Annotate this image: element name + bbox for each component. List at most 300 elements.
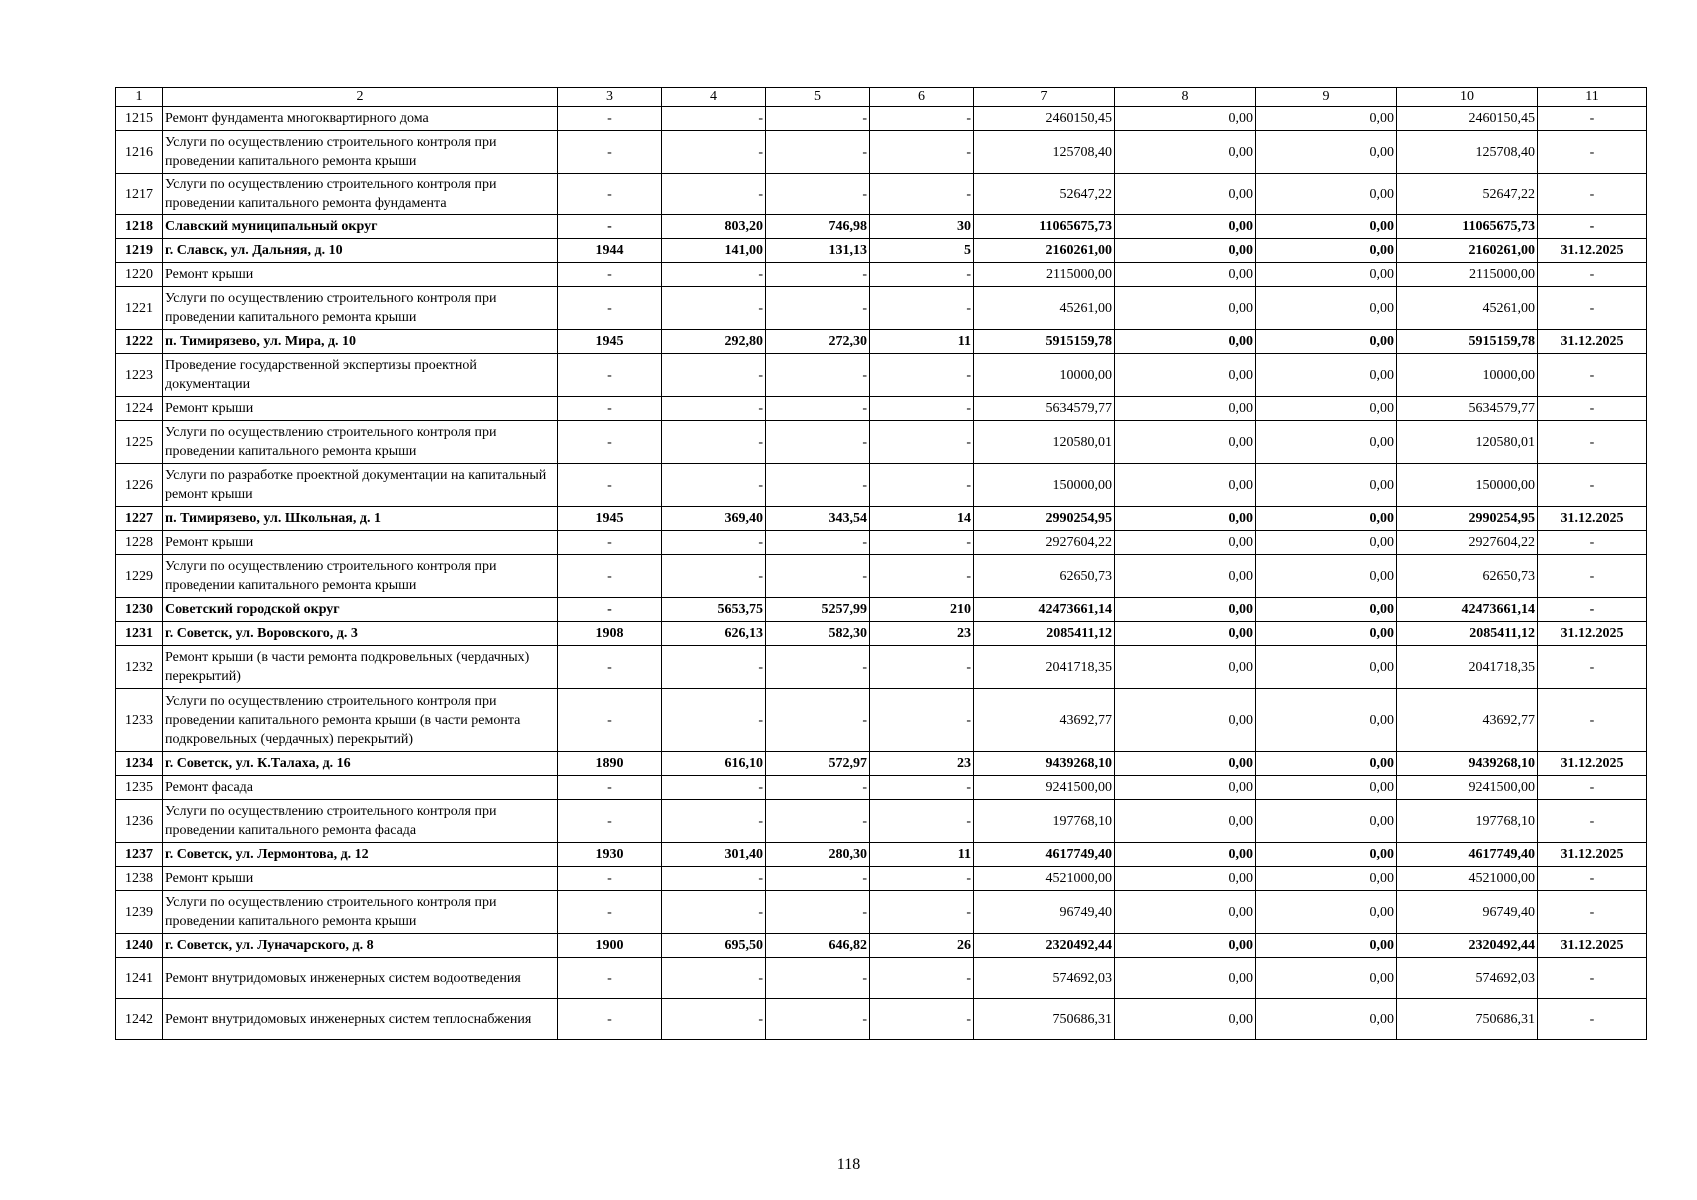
- cell-cost-owners: 574692,03: [1397, 958, 1538, 999]
- cell-cost-total: 42473661,14: [974, 598, 1115, 622]
- cell-row-number: 1228: [116, 531, 163, 555]
- cell-cost-owners: 45261,00: [1397, 287, 1538, 330]
- column-number-row: [116, 88, 1647, 107]
- cell-row-number: 1233: [116, 689, 163, 752]
- cell-year: -: [558, 646, 662, 689]
- cell-cost-owners: 125708,40: [1397, 131, 1538, 174]
- cell-area-living: -: [766, 531, 870, 555]
- cell-year: -: [558, 531, 662, 555]
- cell-area-living: 746,98: [766, 215, 870, 239]
- cell-area-living: 343,54: [766, 507, 870, 531]
- cell-cost-fund: 0,00: [1115, 174, 1256, 215]
- cell-row-number: 1235: [116, 776, 163, 800]
- cell-residents: -: [870, 421, 974, 464]
- column-number: 6: [870, 88, 974, 107]
- cell-description: г. Советск, ул. Лермонтова, д. 12: [163, 843, 558, 867]
- cell-area-total: -: [662, 107, 766, 131]
- cell-cost-fund: 0,00: [1115, 689, 1256, 752]
- cell-deadline: 31.12.2025: [1538, 622, 1647, 646]
- cell-cost-total: 43692,77: [974, 689, 1115, 752]
- cell-residents: 14: [870, 507, 974, 531]
- cell-cost-owners: 5915159,78: [1397, 330, 1538, 354]
- cell-area-living: -: [766, 689, 870, 752]
- cell-cost-owners: 9241500,00: [1397, 776, 1538, 800]
- cell-residents: -: [870, 689, 974, 752]
- column-number: 10: [1397, 88, 1538, 107]
- cell-cost-fund: 0,00: [1115, 776, 1256, 800]
- cell-area-living: -: [766, 776, 870, 800]
- table-row: [116, 397, 1647, 421]
- cell-area-total: -: [662, 354, 766, 397]
- cell-description: Услуги по осуществлению строительного контроля при проведении капитального ремонта крыши (в части ремонта подкровельных (чердачных) перекрытий): [163, 689, 558, 752]
- cell-cost-other: 0,00: [1256, 800, 1397, 843]
- cell-residents: 26: [870, 934, 974, 958]
- cell-cost-total: 45261,00: [974, 287, 1115, 330]
- cell-residents: 30: [870, 215, 974, 239]
- cell-cost-total: 52647,22: [974, 174, 1115, 215]
- cell-row-number: 1239: [116, 891, 163, 934]
- cell-description: Ремонт крыши: [163, 867, 558, 891]
- cell-cost-fund: 0,00: [1115, 263, 1256, 287]
- cell-description: Советский городской округ: [163, 598, 558, 622]
- cell-row-number: 1216: [116, 131, 163, 174]
- cell-row-number: 1215: [116, 107, 163, 131]
- cell-deadline: -: [1538, 464, 1647, 507]
- table-row: [116, 131, 1647, 174]
- cell-cost-total: 2927604,22: [974, 531, 1115, 555]
- cell-cost-fund: 0,00: [1115, 622, 1256, 646]
- cell-area-total: -: [662, 174, 766, 215]
- cell-row-number: 1229: [116, 555, 163, 598]
- table-row: [116, 507, 1647, 531]
- cell-year: 1930: [558, 843, 662, 867]
- cell-residents: -: [870, 287, 974, 330]
- cell-area-total: -: [662, 263, 766, 287]
- cell-cost-fund: 0,00: [1115, 999, 1256, 1040]
- cell-cost-total: 4617749,40: [974, 843, 1115, 867]
- column-number: 4: [662, 88, 766, 107]
- cell-row-number: 1226: [116, 464, 163, 507]
- cell-residents: -: [870, 263, 974, 287]
- cell-cost-owners: 4521000,00: [1397, 867, 1538, 891]
- cell-residents: -: [870, 867, 974, 891]
- cell-cost-total: 9241500,00: [974, 776, 1115, 800]
- cell-description: Услуги по осуществлению строительного контроля при проведении капитального ремонта крыши: [163, 421, 558, 464]
- cell-row-number: 1220: [116, 263, 163, 287]
- cell-cost-other: 0,00: [1256, 531, 1397, 555]
- cell-area-total: 292,80: [662, 330, 766, 354]
- column-number: 3: [558, 88, 662, 107]
- cell-cost-owners: 4617749,40: [1397, 843, 1538, 867]
- cell-area-living: -: [766, 131, 870, 174]
- cell-residents: 11: [870, 843, 974, 867]
- column-number: 8: [1115, 88, 1256, 107]
- cell-area-total: -: [662, 397, 766, 421]
- cell-area-total: 626,13: [662, 622, 766, 646]
- cell-description: Ремонт крыши (в части ремонта подкровельных (чердачных) перекрытий): [163, 646, 558, 689]
- cell-year: 1945: [558, 507, 662, 531]
- cell-cost-other: 0,00: [1256, 131, 1397, 174]
- column-number: 9: [1256, 88, 1397, 107]
- cell-deadline: -: [1538, 107, 1647, 131]
- cell-row-number: 1234: [116, 752, 163, 776]
- cell-area-total: -: [662, 958, 766, 999]
- cell-area-living: -: [766, 287, 870, 330]
- cell-cost-total: 4521000,00: [974, 867, 1115, 891]
- cell-area-living: 272,30: [766, 330, 870, 354]
- cell-row-number: 1230: [116, 598, 163, 622]
- cell-cost-other: 0,00: [1256, 622, 1397, 646]
- cell-cost-total: 2460150,45: [974, 107, 1115, 131]
- cell-area-total: -: [662, 555, 766, 598]
- cell-deadline: -: [1538, 354, 1647, 397]
- cell-area-total: -: [662, 689, 766, 752]
- cell-cost-other: 0,00: [1256, 958, 1397, 999]
- cell-cost-owners: 10000,00: [1397, 354, 1538, 397]
- cell-cost-other: 0,00: [1256, 239, 1397, 263]
- cell-area-living: -: [766, 958, 870, 999]
- table-row: [116, 622, 1647, 646]
- cell-area-total: -: [662, 646, 766, 689]
- cell-deadline: -: [1538, 867, 1647, 891]
- cell-cost-fund: 0,00: [1115, 287, 1256, 330]
- cell-cost-other: 0,00: [1256, 843, 1397, 867]
- cell-description: Услуги по осуществлению строительного контроля при проведении капитального ремонта фасада: [163, 800, 558, 843]
- cell-description: г. Советск, ул. К.Талаха, д. 16: [163, 752, 558, 776]
- cell-cost-owners: 150000,00: [1397, 464, 1538, 507]
- cell-cost-owners: 5634579,77: [1397, 397, 1538, 421]
- table-row: [116, 891, 1647, 934]
- cell-area-living: 646,82: [766, 934, 870, 958]
- cell-row-number: 1231: [116, 622, 163, 646]
- cell-deadline: -: [1538, 598, 1647, 622]
- cell-row-number: 1237: [116, 843, 163, 867]
- cell-residents: -: [870, 531, 974, 555]
- table-row: [116, 752, 1647, 776]
- column-number: 2: [163, 88, 558, 107]
- cell-cost-other: 0,00: [1256, 215, 1397, 239]
- cell-cost-fund: 0,00: [1115, 555, 1256, 598]
- cell-residents: -: [870, 999, 974, 1040]
- cell-cost-other: 0,00: [1256, 263, 1397, 287]
- cell-cost-total: 150000,00: [974, 464, 1115, 507]
- cell-deadline: -: [1538, 215, 1647, 239]
- cell-description: Услуги по осуществлению строительного контроля при проведении капитального ремонта крыши: [163, 555, 558, 598]
- cell-cost-owners: 52647,22: [1397, 174, 1538, 215]
- cell-cost-total: 9439268,10: [974, 752, 1115, 776]
- cell-cost-owners: 2085411,12: [1397, 622, 1538, 646]
- table-row: [116, 646, 1647, 689]
- cell-description: г. Советск, ул. Луначарского, д. 8: [163, 934, 558, 958]
- cell-year: 1900: [558, 934, 662, 958]
- cell-cost-fund: 0,00: [1115, 107, 1256, 131]
- cell-cost-fund: 0,00: [1115, 354, 1256, 397]
- cell-cost-owners: 750686,31: [1397, 999, 1538, 1040]
- cell-description: п. Тимирязево, ул. Мира, д. 10: [163, 330, 558, 354]
- cell-row-number: 1218: [116, 215, 163, 239]
- cell-area-total: -: [662, 131, 766, 174]
- cell-description: Ремонт крыши: [163, 263, 558, 287]
- table-row: [116, 421, 1647, 464]
- cell-year: -: [558, 555, 662, 598]
- cell-cost-other: 0,00: [1256, 555, 1397, 598]
- cell-cost-fund: 0,00: [1115, 531, 1256, 555]
- cell-row-number: 1224: [116, 397, 163, 421]
- column-number: 1: [116, 88, 163, 107]
- cell-cost-fund: 0,00: [1115, 330, 1256, 354]
- table-row: [116, 330, 1647, 354]
- cell-area-living: -: [766, 397, 870, 421]
- cell-row-number: 1242: [116, 999, 163, 1040]
- cell-description: Ремонт фасада: [163, 776, 558, 800]
- cell-year: -: [558, 776, 662, 800]
- cell-cost-fund: 0,00: [1115, 646, 1256, 689]
- cell-residents: -: [870, 555, 974, 598]
- cell-cost-fund: 0,00: [1115, 598, 1256, 622]
- cell-area-living: -: [766, 174, 870, 215]
- cell-residents: -: [870, 174, 974, 215]
- cell-cost-fund: 0,00: [1115, 464, 1256, 507]
- cell-cost-owners: 43692,77: [1397, 689, 1538, 752]
- cell-row-number: 1222: [116, 330, 163, 354]
- table-row: [116, 354, 1647, 397]
- table-row: [116, 287, 1647, 330]
- cell-description: Услуги по осуществлению строительного контроля при проведении капитального ремонта крыши: [163, 131, 558, 174]
- cell-deadline: -: [1538, 958, 1647, 999]
- cell-deadline: -: [1538, 287, 1647, 330]
- cell-cost-other: 0,00: [1256, 507, 1397, 531]
- cell-description: г. Советск, ул. Воровского, д. 3: [163, 622, 558, 646]
- cell-description: г. Славск, ул. Дальняя, д. 10: [163, 239, 558, 263]
- table-row: [116, 843, 1647, 867]
- cell-cost-total: 120580,01: [974, 421, 1115, 464]
- cell-area-total: -: [662, 776, 766, 800]
- cell-cost-owners: 2115000,00: [1397, 263, 1538, 287]
- cell-residents: -: [870, 107, 974, 131]
- cell-area-total: 803,20: [662, 215, 766, 239]
- cell-description: Славский муниципальный округ: [163, 215, 558, 239]
- cell-area-total: -: [662, 891, 766, 934]
- cell-year: 1944: [558, 239, 662, 263]
- cell-residents: -: [870, 397, 974, 421]
- cell-area-total: -: [662, 464, 766, 507]
- cell-area-total: 301,40: [662, 843, 766, 867]
- cell-cost-total: 574692,03: [974, 958, 1115, 999]
- cell-cost-other: 0,00: [1256, 174, 1397, 215]
- cell-cost-fund: 0,00: [1115, 934, 1256, 958]
- table-row: [116, 958, 1647, 999]
- cell-year: -: [558, 958, 662, 999]
- cell-area-total: 5653,75: [662, 598, 766, 622]
- cell-row-number: 1221: [116, 287, 163, 330]
- cell-row-number: 1225: [116, 421, 163, 464]
- cell-deadline: -: [1538, 531, 1647, 555]
- cell-year: -: [558, 263, 662, 287]
- cell-cost-total: 2990254,95: [974, 507, 1115, 531]
- cell-residents: -: [870, 131, 974, 174]
- cell-area-living: -: [766, 107, 870, 131]
- cell-row-number: 1241: [116, 958, 163, 999]
- cell-year: -: [558, 867, 662, 891]
- table-row: [116, 555, 1647, 598]
- cell-residents: -: [870, 776, 974, 800]
- cell-residents: 23: [870, 752, 974, 776]
- cell-year: -: [558, 598, 662, 622]
- cell-year: -: [558, 107, 662, 131]
- cell-area-total: -: [662, 531, 766, 555]
- cell-area-total: 369,40: [662, 507, 766, 531]
- cell-area-total: -: [662, 421, 766, 464]
- cell-deadline: -: [1538, 999, 1647, 1040]
- cell-residents: -: [870, 646, 974, 689]
- cell-cost-other: 0,00: [1256, 999, 1397, 1040]
- table-body: [116, 88, 1647, 1040]
- cell-cost-total: 96749,40: [974, 891, 1115, 934]
- cell-cost-fund: 0,00: [1115, 867, 1256, 891]
- cell-area-living: 582,30: [766, 622, 870, 646]
- cell-cost-total: 10000,00: [974, 354, 1115, 397]
- cell-deadline: 31.12.2025: [1538, 239, 1647, 263]
- cell-cost-total: 2115000,00: [974, 263, 1115, 287]
- cell-cost-other: 0,00: [1256, 107, 1397, 131]
- cell-cost-total: 5915159,78: [974, 330, 1115, 354]
- cell-cost-owners: 2041718,35: [1397, 646, 1538, 689]
- cell-deadline: -: [1538, 646, 1647, 689]
- cell-cost-total: 2320492,44: [974, 934, 1115, 958]
- cell-residents: -: [870, 354, 974, 397]
- table-row: [116, 689, 1647, 752]
- cell-year: -: [558, 421, 662, 464]
- cell-area-total: 695,50: [662, 934, 766, 958]
- cell-area-living: 5257,99: [766, 598, 870, 622]
- column-number: 5: [766, 88, 870, 107]
- cell-deadline: -: [1538, 689, 1647, 752]
- cell-deadline: -: [1538, 174, 1647, 215]
- cell-deadline: -: [1538, 131, 1647, 174]
- table-row: [116, 776, 1647, 800]
- cell-description: Услуги по разработке проектной документации на капитальный ремонт крыши: [163, 464, 558, 507]
- cell-cost-fund: 0,00: [1115, 752, 1256, 776]
- cell-year: -: [558, 287, 662, 330]
- cell-cost-fund: 0,00: [1115, 800, 1256, 843]
- cell-cost-owners: 96749,40: [1397, 891, 1538, 934]
- cell-cost-other: 0,00: [1256, 776, 1397, 800]
- cell-description: Ремонт крыши: [163, 397, 558, 421]
- cell-cost-other: 0,00: [1256, 354, 1397, 397]
- cell-cost-other: 0,00: [1256, 287, 1397, 330]
- cell-cost-other: 0,00: [1256, 891, 1397, 934]
- cell-cost-other: 0,00: [1256, 689, 1397, 752]
- table-row: [116, 107, 1647, 131]
- cell-cost-fund: 0,00: [1115, 397, 1256, 421]
- cell-residents: -: [870, 464, 974, 507]
- cell-row-number: 1232: [116, 646, 163, 689]
- cell-cost-owners: 2990254,95: [1397, 507, 1538, 531]
- column-number: 11: [1538, 88, 1647, 107]
- cell-cost-owners: 9439268,10: [1397, 752, 1538, 776]
- cell-description: Услуги по осуществлению строительного контроля при проведении капитального ремонта крыши: [163, 891, 558, 934]
- cell-description: Ремонт крыши: [163, 531, 558, 555]
- cell-row-number: 1223: [116, 354, 163, 397]
- cell-area-total: -: [662, 800, 766, 843]
- table-row: [116, 215, 1647, 239]
- cell-cost-fund: 0,00: [1115, 891, 1256, 934]
- cell-area-living: -: [766, 555, 870, 598]
- cell-cost-total: 750686,31: [974, 999, 1115, 1040]
- cell-area-total: -: [662, 287, 766, 330]
- cell-residents: -: [870, 891, 974, 934]
- cell-cost-owners: 11065675,73: [1397, 215, 1538, 239]
- cell-deadline: 31.12.2025: [1538, 934, 1647, 958]
- cell-cost-owners: 120580,01: [1397, 421, 1538, 464]
- cell-row-number: 1219: [116, 239, 163, 263]
- cell-cost-total: 2160261,00: [974, 239, 1115, 263]
- cell-year: -: [558, 800, 662, 843]
- page-number: 118: [836, 1156, 861, 1173]
- cell-cost-fund: 0,00: [1115, 958, 1256, 999]
- cell-deadline: 31.12.2025: [1538, 507, 1647, 531]
- cell-cost-other: 0,00: [1256, 867, 1397, 891]
- cell-year: -: [558, 397, 662, 421]
- cell-deadline: -: [1538, 555, 1647, 598]
- table-row: [116, 867, 1647, 891]
- cell-year: -: [558, 174, 662, 215]
- cell-cost-owners: 2460150,45: [1397, 107, 1538, 131]
- cell-area-living: 280,30: [766, 843, 870, 867]
- cell-cost-owners: 42473661,14: [1397, 598, 1538, 622]
- table-row: [116, 174, 1647, 215]
- cell-deadline: 31.12.2025: [1538, 752, 1647, 776]
- cell-description: Услуги по осуществлению строительного контроля при проведении капитального ремонта фундамента: [163, 174, 558, 215]
- table-row: [116, 239, 1647, 263]
- cell-area-living: -: [766, 867, 870, 891]
- cell-area-living: -: [766, 999, 870, 1040]
- cell-area-total: -: [662, 867, 766, 891]
- cell-year: -: [558, 999, 662, 1040]
- cell-deadline: -: [1538, 263, 1647, 287]
- cell-area-living: -: [766, 646, 870, 689]
- cell-description: Ремонт фундамента многоквартирного дома: [163, 107, 558, 131]
- cell-cost-fund: 0,00: [1115, 507, 1256, 531]
- cell-cost-other: 0,00: [1256, 330, 1397, 354]
- cell-deadline: -: [1538, 800, 1647, 843]
- cell-description: Услуги по осуществлению строительного контроля при проведении капитального ремонта крыши: [163, 287, 558, 330]
- cell-cost-owners: 2927604,22: [1397, 531, 1538, 555]
- cell-cost-owners: 197768,10: [1397, 800, 1538, 843]
- cell-area-living: -: [766, 464, 870, 507]
- table-row: [116, 999, 1647, 1040]
- table-row: [116, 800, 1647, 843]
- table-row: [116, 263, 1647, 287]
- cell-area-living: -: [766, 421, 870, 464]
- cell-year: 1890: [558, 752, 662, 776]
- table-row: [116, 531, 1647, 555]
- cell-residents: 11: [870, 330, 974, 354]
- cell-cost-total: 62650,73: [974, 555, 1115, 598]
- cell-year: -: [558, 215, 662, 239]
- cell-residents: 5: [870, 239, 974, 263]
- cell-year: 1908: [558, 622, 662, 646]
- cell-cost-other: 0,00: [1256, 598, 1397, 622]
- cell-cost-total: 197768,10: [974, 800, 1115, 843]
- cell-cost-total: 5634579,77: [974, 397, 1115, 421]
- cell-cost-fund: 0,00: [1115, 843, 1256, 867]
- cell-row-number: 1240: [116, 934, 163, 958]
- cell-cost-total: 2085411,12: [974, 622, 1115, 646]
- cell-deadline: 31.12.2025: [1538, 843, 1647, 867]
- cell-area-living: -: [766, 354, 870, 397]
- cell-year: -: [558, 354, 662, 397]
